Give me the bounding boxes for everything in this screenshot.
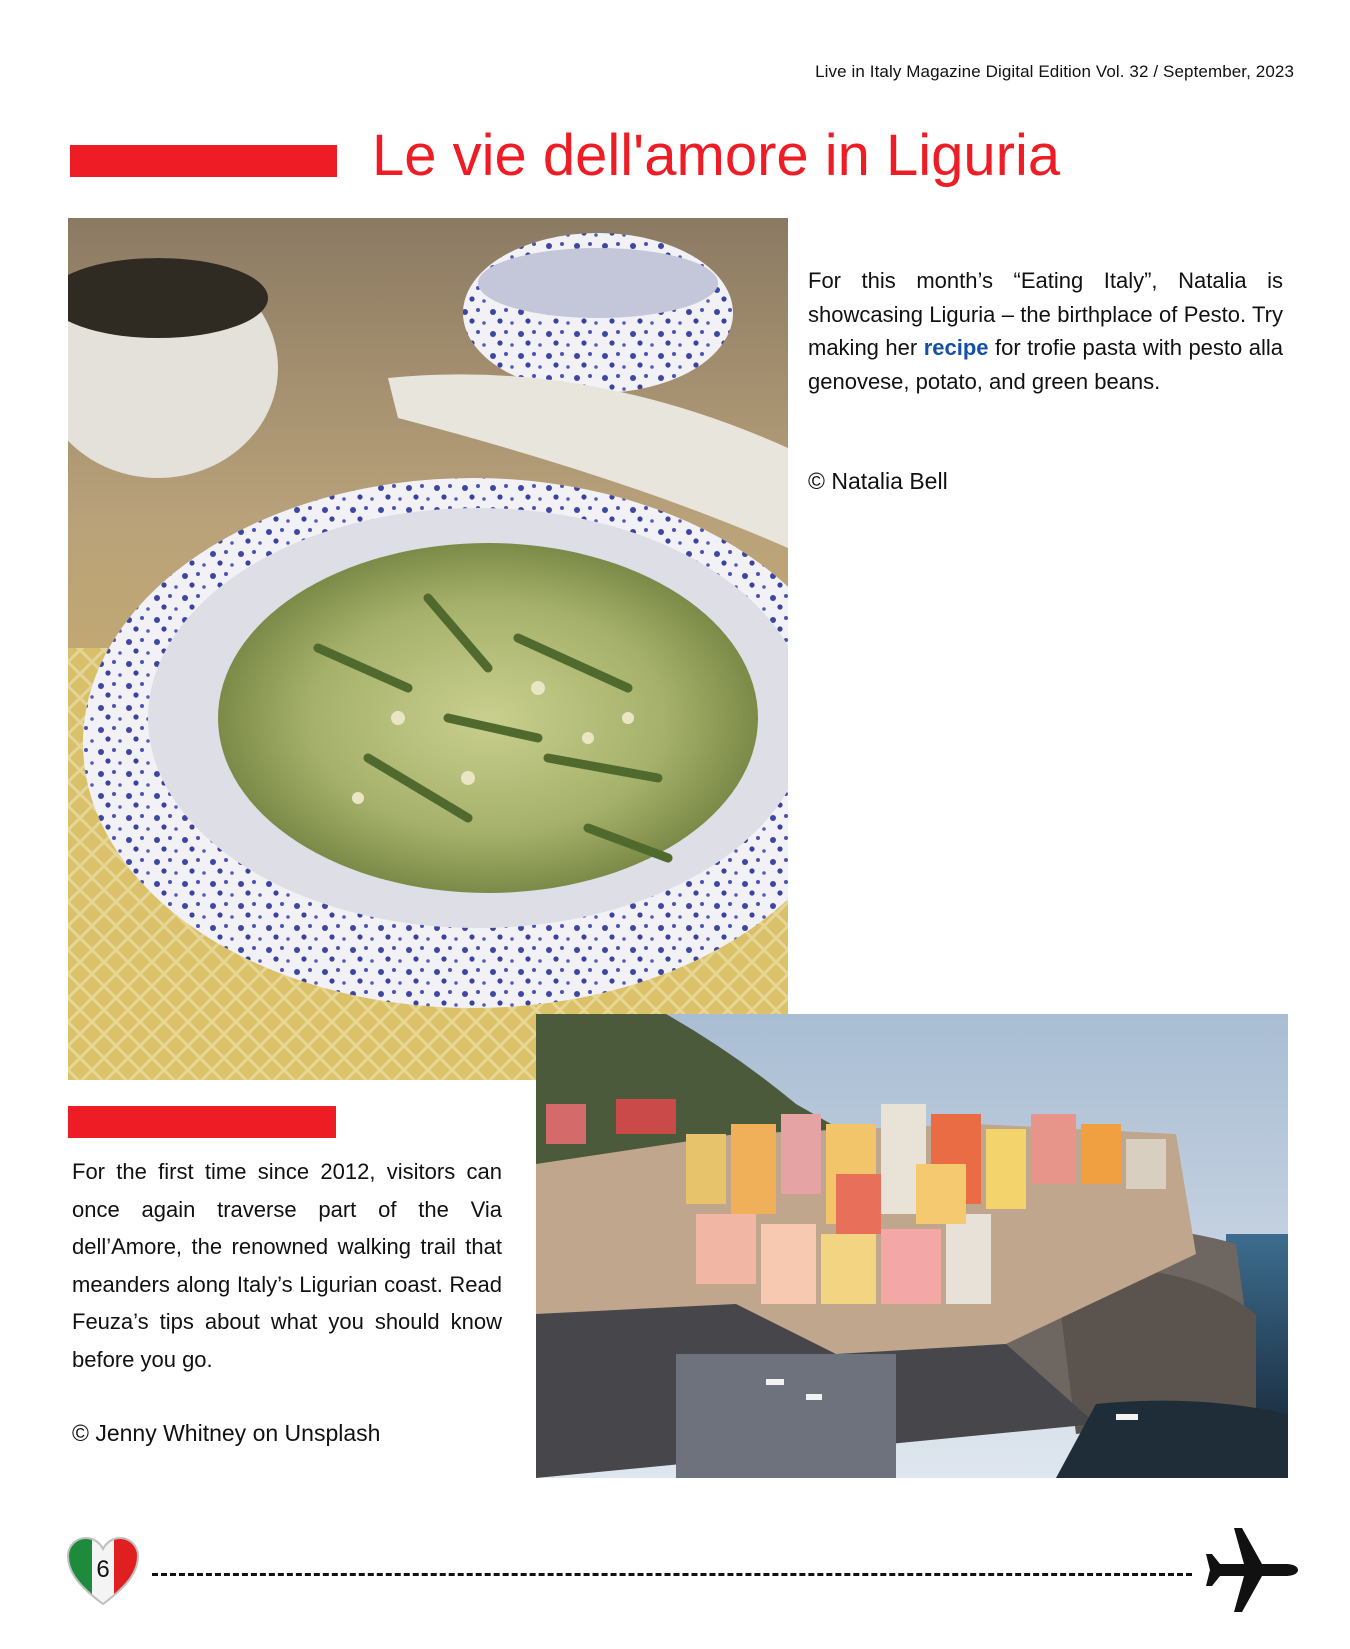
pasta-bowl-illustration — [68, 218, 788, 1080]
pasta-article-text — [808, 264, 1283, 398]
section-accent-bar — [68, 1106, 336, 1138]
page-title: Le vie dell'amore in Liguria — [372, 123, 1061, 188]
page-number: 6 — [96, 1556, 110, 1583]
pasta-article-text-part2: for trofie pasta with pesto alla genovese, potato, and green beans. — [808, 335, 1283, 394]
title-accent-bar — [70, 145, 337, 177]
pasta-photo-credit: © Natalia Bell — [808, 468, 948, 494]
coastal-village-illustration — [536, 1014, 1288, 1478]
village-photo-credit: © Jenny Whitney on Unsplash — [72, 1420, 381, 1446]
coastal-village-photo — [536, 1014, 1288, 1478]
pasta-bowl-photo — [68, 218, 788, 1080]
edition-line: Live in Italy Magazine Digital Edition Vol. 32 / September, 2023 — [815, 62, 1294, 81]
via-dellamore-article-text: For the first time since 2012, visitors can once again traverse part of the Via dell’Amore, the renowned walking trail that meanders along Italy’s Ligurian coast. Read Feuza’s tips about what you should know before you go. — [72, 1159, 502, 1372]
airplane-icon — [1200, 1520, 1300, 1620]
recipe-link[interactable]: recipe — [923, 335, 989, 360]
pasta-article-text-part1: For this month’s “Eating Italy”, Natalia is showcasing Liguria – the birthplace of Pesto. Try making her — [808, 268, 1283, 360]
footer-dashed-line — [152, 1573, 1192, 1576]
